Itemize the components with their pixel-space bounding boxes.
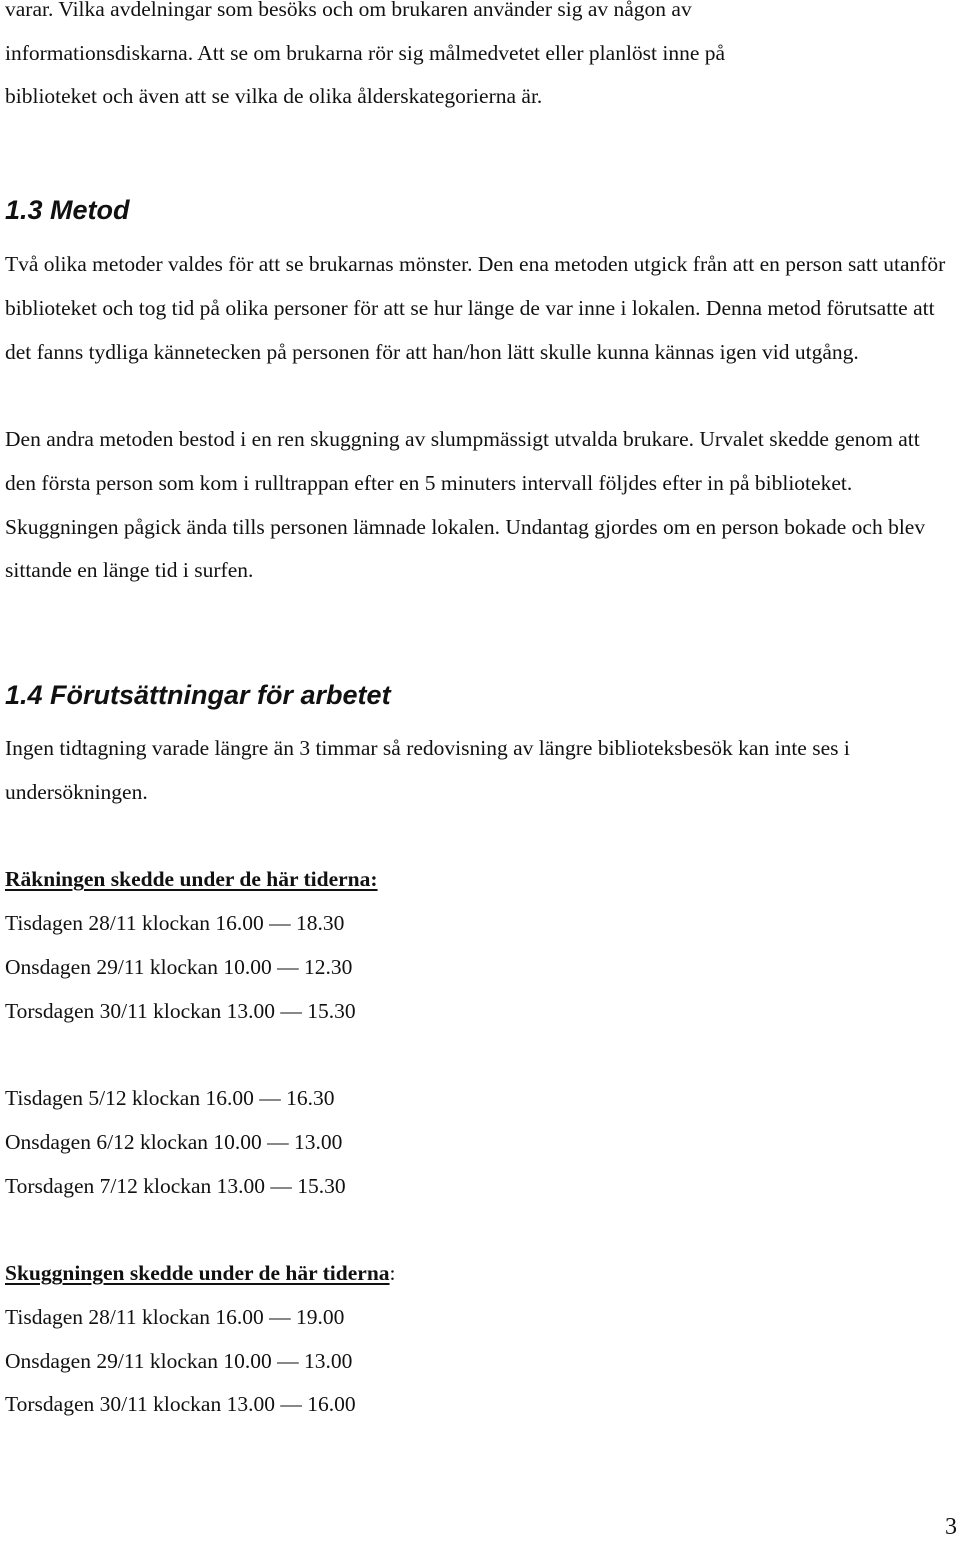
shadowing-title-colon: :	[389, 1261, 396, 1286]
schedule-item: Torsdagen 30/11 klockan 13.00 — 16.00	[5, 1392, 356, 1417]
page-number: 3	[945, 1514, 957, 1540]
section-heading-metod: 1.3 Metod	[5, 195, 130, 226]
schedule-item: Tisdagen 28/11 klockan 16.00 — 19.00	[5, 1305, 345, 1330]
schedule-item: Torsdagen 30/11 klockan 13.00 — 15.30	[5, 998, 356, 1023]
counting-schedule-week2	[5, 1077, 955, 1208]
schedule-item: Onsdagen 29/11 klockan 10.00 — 13.00	[5, 1348, 353, 1373]
schedule-item: Onsdagen 29/11 klockan 10.00 — 12.30	[5, 954, 353, 979]
counting-schedule	[5, 858, 955, 1033]
method-paragraph-1: Två olika metoder valdes för att se brukarnas mönster. Den ena metoden utgick från att en person satt utanför biblioteket och tog tid på olika personer för att se hur länge de var inne i lokalen. Denna metod förutsatte att det fanns tydliga kännetecken på personen för att han/hon lätt skulle kunna kännas igen vid utgång.	[5, 252, 946, 364]
intro-paragraph	[5, 0, 955, 119]
schedule-item: Tisdagen 5/12 klockan 16.00 — 16.30	[5, 1086, 335, 1111]
section-heading-forutsattningar: 1.4 Förutsättningar för arbetet	[5, 680, 391, 711]
counting-schedule-title: Räkningen skedde under de här tiderna:	[5, 867, 378, 892]
schedule-item: Tisdagen 28/11 klockan 16.00 — 18.30	[5, 911, 345, 936]
shadowing-schedule-title-line	[5, 1252, 955, 1296]
document-page	[5, 0, 955, 1427]
shadowing-schedule	[5, 1252, 955, 1427]
intro-line: informationsdiskarna. Att se om brukarna rör sig målmedvetet eller planlöst inne på	[5, 40, 726, 65]
conditions-paragraph: Ingen tidtagning varade längre än 3 timmar så redovisning av längre biblioteksbesök kan inte ses i undersökningen.	[5, 736, 850, 804]
intro-line: biblioteket och även att se vilka de olika ålderskategorierna är.	[5, 84, 543, 109]
method-paragraph-2: Den andra metoden bestod i en ren skuggning av slumpmässigt utvalda brukare. Urvalet skedde genom att den första person som kom i rulltrappan efter en 5 minuters intervall följdes efter in på biblioteket. Skuggningen pågick ända tills personen lämnade lokalen. Undantag gjordes om en person bokade och blev sittande en länge tid i surfen.	[5, 427, 926, 583]
intro-line: varar. Vilka avdelningar som besöks och om brukaren använder sig av någon av	[5, 0, 692, 21]
shadowing-schedule-title: Skuggningen skedde under de här tiderna	[5, 1261, 390, 1286]
schedule-item: Torsdagen 7/12 klockan 13.00 — 15.30	[5, 1173, 346, 1198]
schedule-item: Onsdagen 6/12 klockan 10.00 — 13.00	[5, 1129, 343, 1154]
